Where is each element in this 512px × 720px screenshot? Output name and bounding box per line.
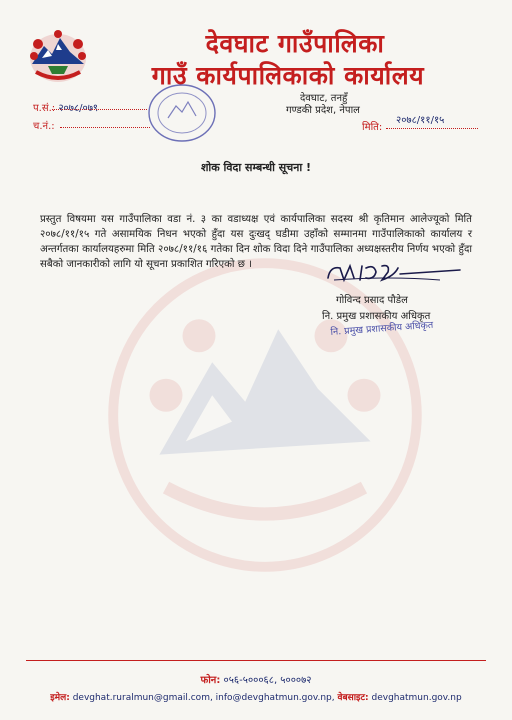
letter-number-label: प.सं.: [33,103,56,114]
phone-label: फोन: [200,675,221,686]
nepal-emblem-icon [26,28,90,86]
office-title-line1: देवघाट गाउँपालिका [205,29,385,58]
footer-divider [26,660,486,661]
signer-title: नि. प्रमुख प्रशासकीय अधिकृत [322,311,431,322]
letter-number-value: २०७८/०७९ [58,103,99,114]
date-line [386,128,478,129]
email-value[interactable]: devghat.ruralmun@gmail.com, info@devghatmun.gov.np, [72,693,335,703]
website-label: वेबसाइट: [337,693,369,703]
address-line1: देवघाट, तनहुँ [300,93,348,104]
phone-value: ०५६-५०००६८, ५०००७२ [223,675,312,686]
notice-subject: शोक विदा सम्बन्धी सूचना ! [200,161,312,174]
date-value: २०७८/११/१५ [396,115,445,126]
reference-number-line [60,127,150,128]
letter-number [33,100,98,114]
footer-phone [0,672,512,686]
signer-name: गोविन्द प्रसाद पौडेल [336,295,408,306]
address-line2: गण्डकी प्रदेश, नेपाल [286,105,360,116]
office-title-line2: गाउँ कार्यपालिकाको कार्यालय [151,61,425,90]
letter-number-line [52,109,147,110]
date-label: मिति: [362,122,383,133]
email-label: इमेल: [50,693,70,703]
footer-contact [0,690,512,703]
website-value[interactable]: devghatmun.gov.np [371,693,462,703]
seal-stamp-text: नि. प्रमुख प्रशासकीय अधिकृत [330,319,434,338]
office-seal-icon [146,82,218,144]
reference-number [33,118,55,132]
reference-number-label: च.नं.: [33,121,55,132]
notice-body: प्रस्तुत विषयमा यस गाउँपालिका वडा नं. ३ का वडाध्यक्ष एवं कार्यपालिका सदस्य श्री कृतिमान आलेज्यूको मिति २०७८/११/१५ गते असामयिक निधन भएको हुँदा यस दुःखद् घडीमा उहाँको सम्मानमा गाउँपालिकाको कार्यालय र अन्तर्गतका कार्यालयहरुमा मिति २०७८/११/१६ गतेका दिन शोक विदा दिने गाउँपालिका अध्यक्षस्तरीय निर्णय भएको हुँदा सबैको जानकारीको लागि यो सूचना प्रकाशित गरिएको छ । [40,214,472,270]
signature-icon [320,258,470,286]
